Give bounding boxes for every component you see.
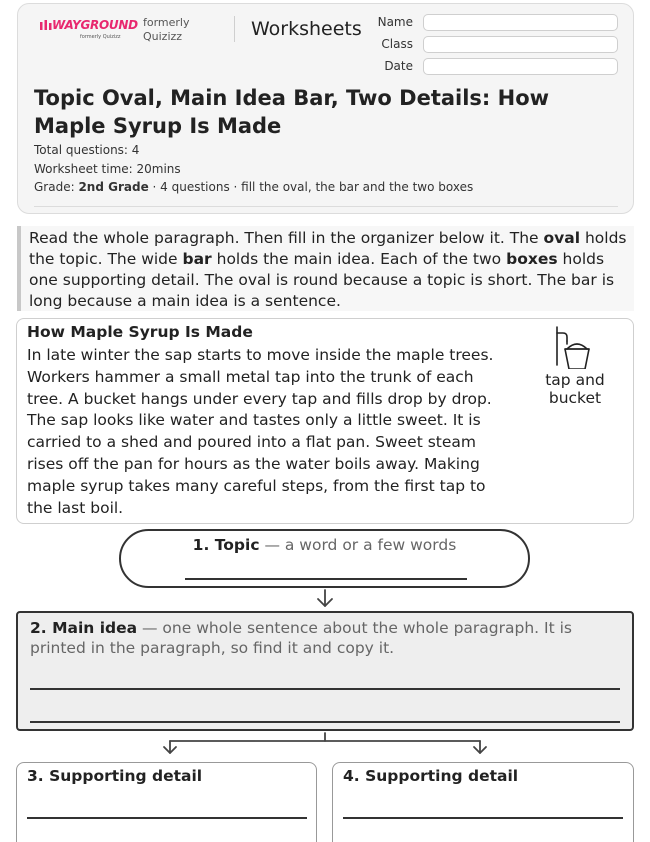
detail-2-label: 4. Supporting detail	[343, 767, 519, 785]
worksheet-title: Topic Oval, Main Idea Bar, Two Details: How Maple Syrup Is Made	[34, 86, 550, 138]
class-label: Class	[381, 37, 413, 51]
branch-arrows-icon	[160, 731, 492, 757]
instructions: Read the whole paragraph. Then fill in the organizer below it. The oval holds the topic. The wide bar holds the main idea. Each of the two boxes holds one supporting detail. The oval is round because a topic is short. The bar is long because a main idea is a sentence.	[17, 226, 634, 311]
grade-line: Grade: 2nd Grade · 4 questions · fill the oval, the bar and the two boxes	[34, 180, 474, 194]
brand-logo-sub: formerly Quizizz	[80, 34, 121, 40]
logo-mark-icon	[40, 20, 52, 30]
date-field[interactable]	[423, 58, 618, 75]
name-field[interactable]	[423, 14, 618, 31]
passage-title: How Maple Syrup Is Made	[27, 323, 253, 341]
topic-answer-line[interactable]	[185, 578, 467, 580]
header-rule	[34, 206, 618, 207]
tap-bucket-icon	[551, 325, 601, 369]
topic-oval[interactable]	[119, 529, 530, 588]
brand-logo: WAYGROUND	[40, 18, 138, 32]
detail-1-label: 3. Supporting detail	[27, 767, 203, 785]
worksheet-time: Worksheet time: 20mins	[34, 162, 181, 176]
passage-text: In late winter the sap starts to move inside the maple trees. Workers hammer a small metal tap into the trunk of each tree. A bucket hangs under every tap and fills drop by drop. The sap looks like water and tastes only a little sweet. It is carried to a shed and poured into a flat pan. Sweet steam rises off the pan for hours as the water boils away. Making maple syrup takes many careful steps, from the first tap to the last boil.	[27, 346, 494, 517]
detail-1-line[interactable]	[27, 817, 307, 819]
date-label: Date	[384, 59, 413, 73]
topic-prompt: 1. Topic — a word or a few words	[192, 536, 457, 554]
main-idea-line-1[interactable]	[30, 688, 620, 690]
arrow-down-icon	[314, 588, 336, 610]
header-divider	[234, 16, 235, 42]
main-idea-bar[interactable]	[16, 611, 634, 731]
section-title: Worksheets	[251, 18, 362, 40]
main-idea-line-2[interactable]	[30, 721, 620, 723]
detail-box-2[interactable]	[332, 762, 634, 842]
total-questions: Total questions: 4	[34, 143, 140, 157]
worksheet-header	[17, 3, 634, 214]
name-label: Name	[377, 15, 413, 29]
detail-2-line[interactable]	[343, 817, 623, 819]
class-field[interactable]	[423, 36, 618, 53]
passage-card	[16, 318, 634, 524]
main-idea-prompt: 2. Main idea — one whole sentence about the whole paragraph. It is printed in the paragraph, so find it and copy it.	[30, 619, 572, 657]
formerly-note: formerly Quizizz	[143, 16, 190, 43]
detail-box-1[interactable]	[16, 762, 317, 842]
icon-caption: tap and bucket	[545, 371, 605, 407]
